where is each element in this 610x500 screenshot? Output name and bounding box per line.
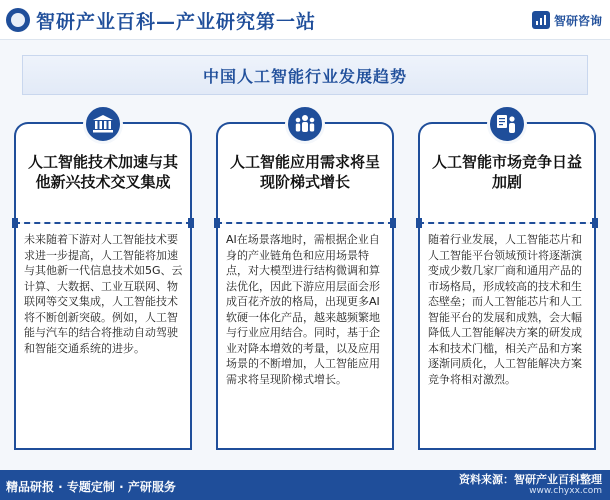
footer-url[interactable]: www.chyxx.com	[529, 486, 602, 496]
brand-name: 智研咨询	[553, 13, 602, 28]
card-header	[418, 122, 596, 222]
card-divider	[14, 222, 192, 224]
brand-chart-icon	[532, 11, 550, 29]
footer-source: 资料来源：智研产业百科整理	[459, 473, 602, 486]
card-title: 人工智能市场竞争日益加剧	[431, 153, 582, 191]
people-icon	[285, 104, 325, 144]
bank-icon	[83, 104, 123, 144]
card-header	[14, 122, 192, 222]
trend-card-1	[14, 122, 192, 450]
site-title[interactable]: 智研产业百科—产业研究第一站	[36, 11, 317, 33]
card-header	[216, 122, 394, 222]
footer-source-block	[459, 473, 602, 497]
card-title: 人工智能技术加速与其他新兴技术交叉集成	[27, 153, 178, 191]
card-divider	[418, 222, 596, 224]
card-divider	[216, 222, 394, 224]
site-logo-icon[interactable]	[6, 8, 30, 32]
page-footer	[0, 470, 610, 500]
brand-logo[interactable]	[532, 10, 602, 30]
page-title: 中国人工智能行业发展趋势	[202, 66, 407, 86]
card-title: 人工智能应用需求将呈现阶梯式增长	[229, 153, 380, 191]
footer-services[interactable]: 精品研报 · 专题定制 · 产研服务	[6, 480, 176, 494]
section-banner	[22, 55, 588, 95]
site-header	[0, 0, 610, 40]
card-body: 未来随着下游对人工智能技术要求进一步提高，人工智能将加速与其他新一代信息技术如5G、云计算、大数据、工业互联网、物联网等交叉集成，人工智能技术将不断创新突破。例如，人工智能与汽车的结合将推动自动驾驶和智能交通系统的进步。	[14, 224, 192, 450]
card-body: 随着行业发展，人工智能芯片和人工智能平台领域预计将逐渐演变成少数几家厂商和通用产品的市场格局，形成较高的技术和生态壁垒；而人工智能芯片和人工智能平台的发展和成熟，会大幅降低人工智能解决方案的研发成本和技术门槛，相关产品和方案逐渐同质化，人工智能解决方案竞争将相对激烈。	[418, 224, 596, 450]
card-body: AI在场景落地时，需根据企业自身的产业链角色和应用场景特点，对大模型进行结构微调和算法优化，因此下游应用层面会形成百花齐放的格局，出现更多AI软硬一体化产品，越来越频繁地与行业应用结合。同时，基于企业对降本增效的考量，以及应用场景的不断增加，人工智能应用需求将呈现阶梯式增长。	[216, 224, 394, 450]
trend-card-2	[216, 122, 394, 450]
trend-card-3	[418, 122, 596, 450]
presenter-icon	[487, 104, 527, 144]
